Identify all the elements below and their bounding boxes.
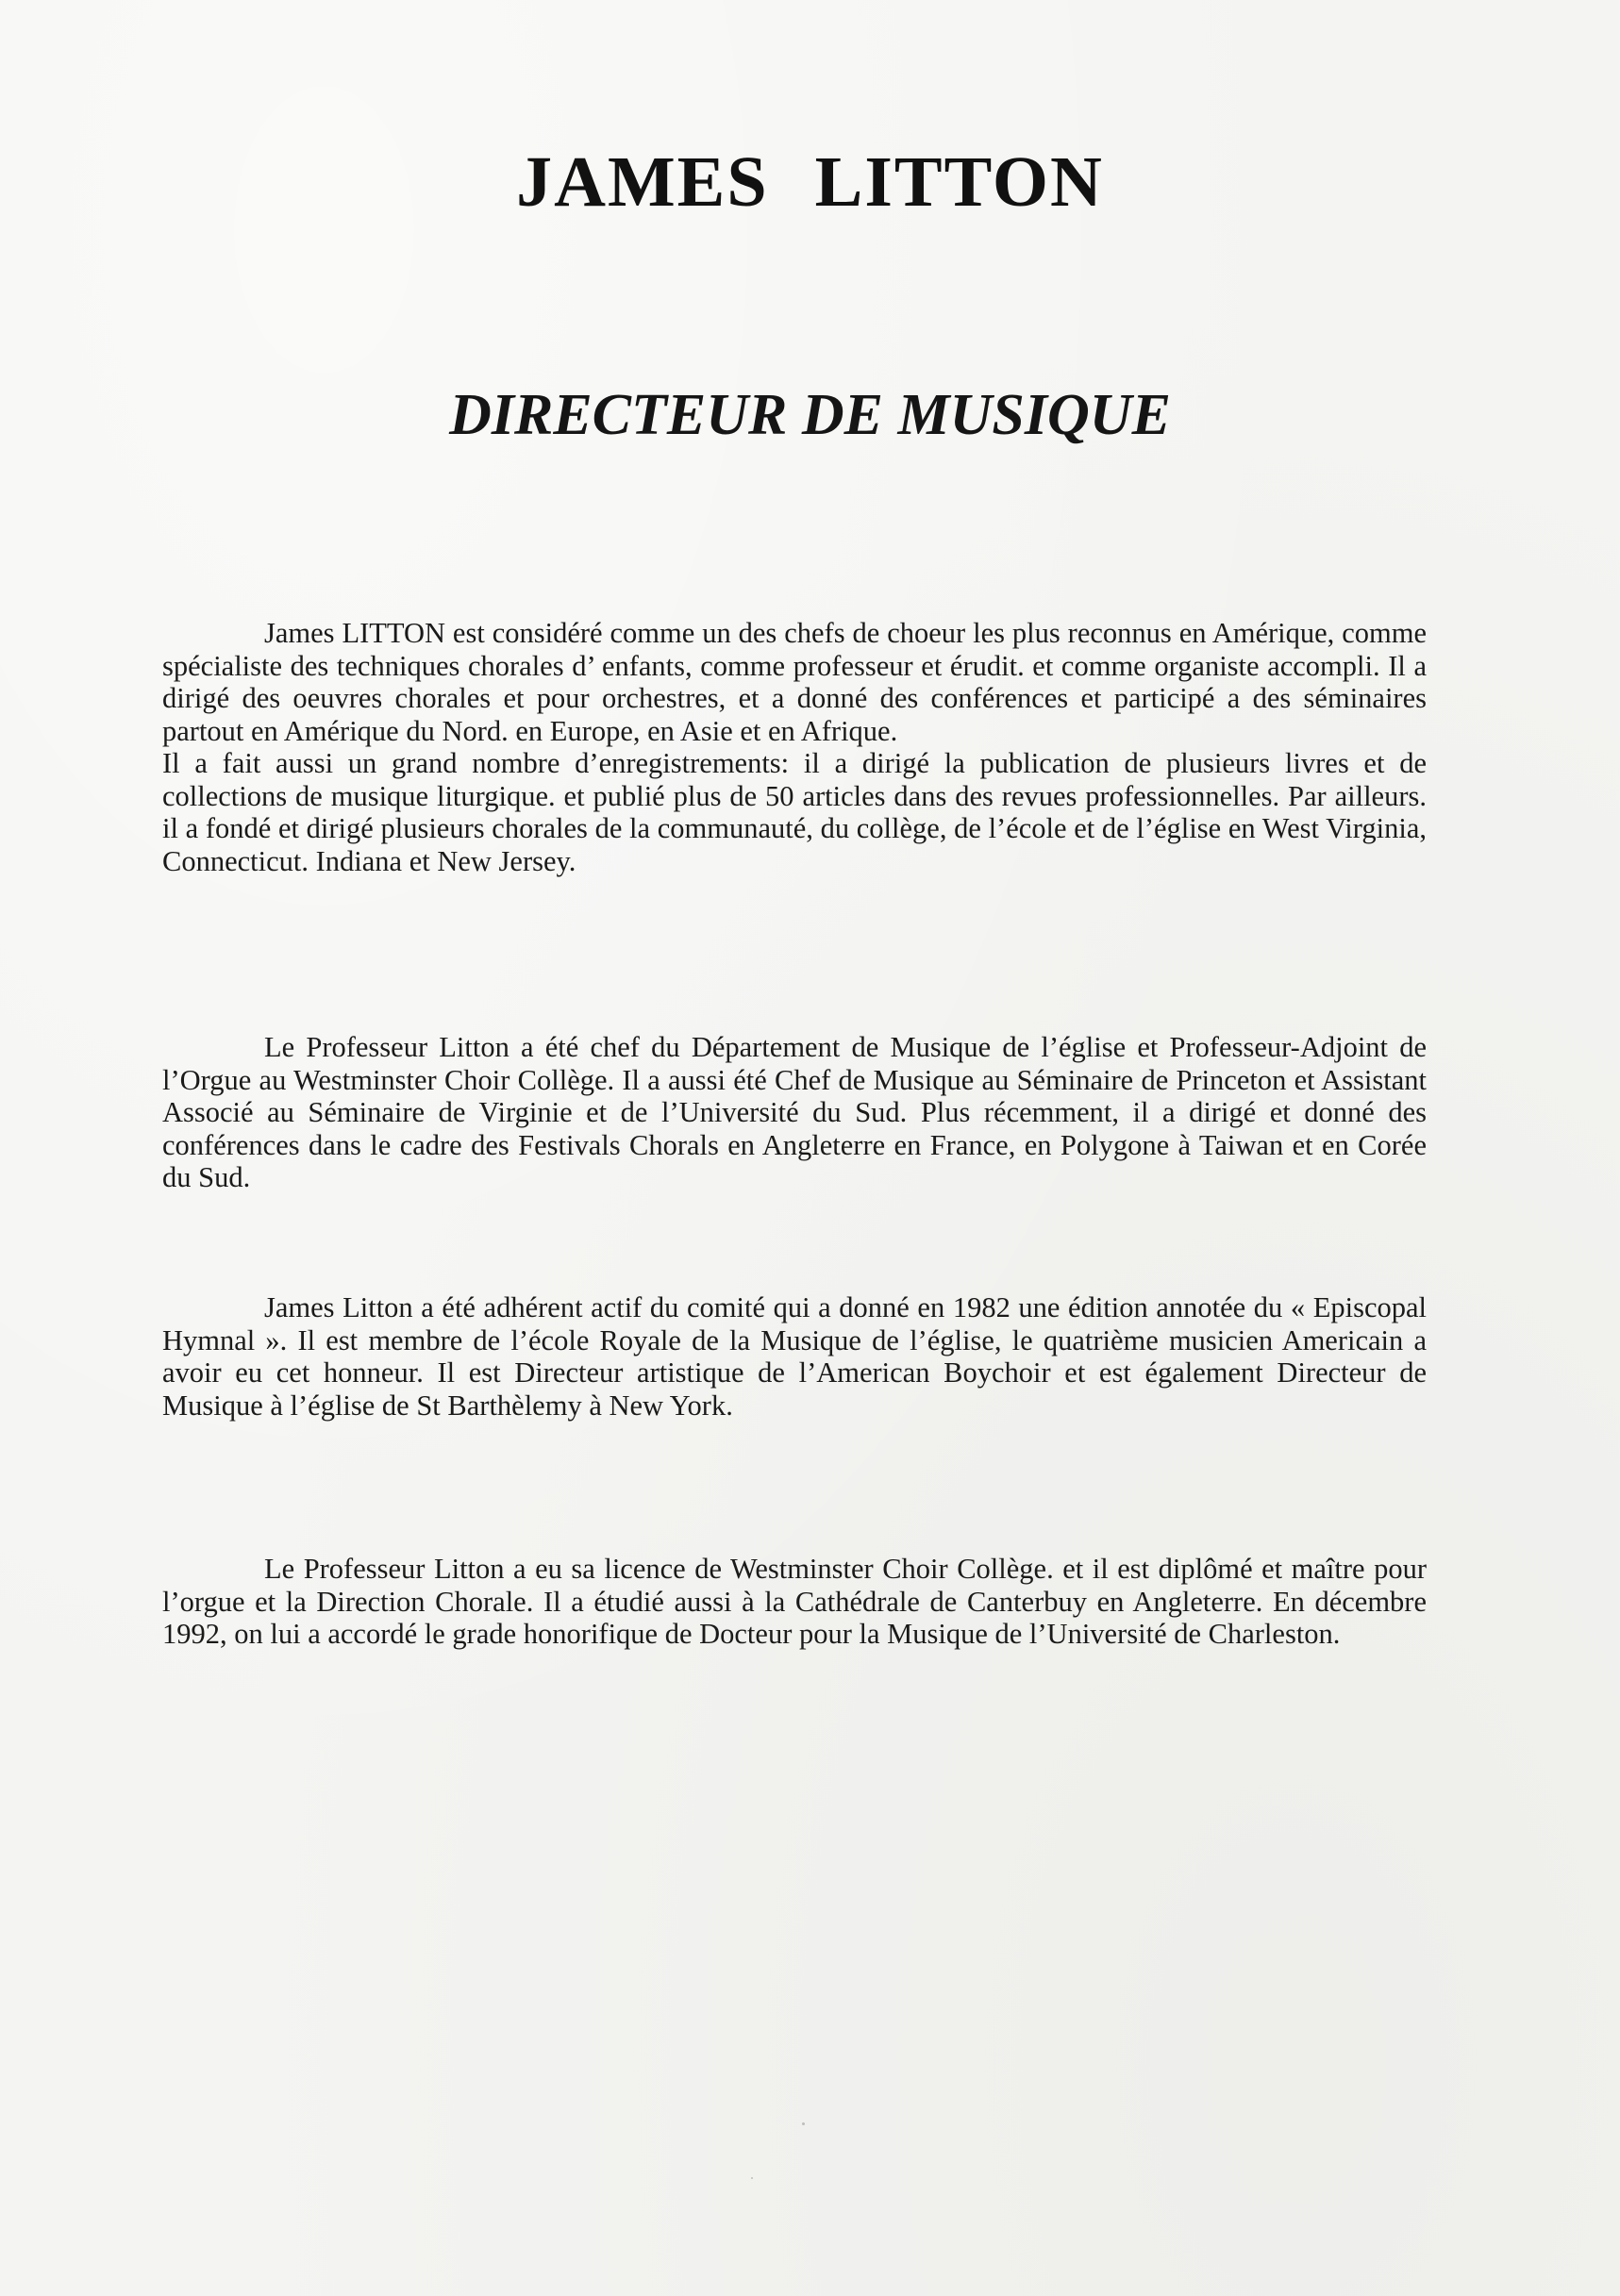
biography-paragraph-2 [162, 1031, 1427, 1194]
paper-speck [802, 2122, 805, 2125]
page-subtitle: DIRECTEUR DE MUSIQUE [449, 383, 1171, 447]
biography-paragraph-1 [162, 617, 1427, 877]
paragraph-text-continued: Il a fait aussi un grand nombre d’enregistrements: il a dirigé la publication de plusieurs livres et de collections de musique liturgique. et publié plus de 50 articles dans des revues professionnelles. Par ailleurs. il a fondé et dirigé plusieurs chorales de la communauté, du collège, de l’école et de l’église en West Virginia, Connecticut. Indiana et New Jersey. [162, 747, 1427, 877]
paragraph-text: James Litton a été adhérent actif du comité qui a donné en 1982 une édition annotée du « Episcopal Hymnal ». Il est membre de l’école Royale de la Musique de l’église, le quatrième musicien Americain a avoir eu cet honneur. Il est Directeur artistique de l’American Boychoir et est également Directeur de Musique à l’église de St Barthèlemy à New York. [162, 1291, 1427, 1422]
paragraph-text: Le Professeur Litton a été chef du Département de Musique de l’église et Professeur-Adjoint de l’Orgue au Westminster Choir Collège. Il a aussi été Chef de Musique au Séminaire de Princeton et Assistant Associé au Séminaire de Virginie et de l’Université du Sud. Plus récemment, il a dirigé et donné des conférences dans le cadre des Festivals Chorals en Angleterre en France, en Polygone à Taiwan et en Corée du Sud. [162, 1031, 1427, 1193]
paper-speck [751, 2177, 753, 2179]
paragraph-text: Le Professeur Litton a eu sa licence de Westminster Choir Collège. et il est diplômé et maître pour l’orgue et la Direction Chorale. Il a étudié aussi à la Cathédrale de Canterbuy en Angleterre. En décembre 1992, on lui a accordé le grade honorifique de Docteur pour la Musique de l’Université de Charleston. [162, 1553, 1427, 1650]
biography-paragraph-4 [162, 1553, 1427, 1651]
biography-paragraph-3 [162, 1291, 1427, 1422]
paragraph-text: James LITTON est considéré comme un des chefs de choeur les plus reconnus en Amérique, comme spécialiste des techniques chorales d’ enfants, comme professeur et érudit. et comme organiste accompli. Il a dirigé des oeuvres chorales et pour orchestres, et a donné des conférences et participé a des séminaires partout en Amérique du Nord. en Europe, en Asie et en Afrique. [162, 617, 1427, 747]
page-title: JAMES LITTON [516, 142, 1104, 222]
